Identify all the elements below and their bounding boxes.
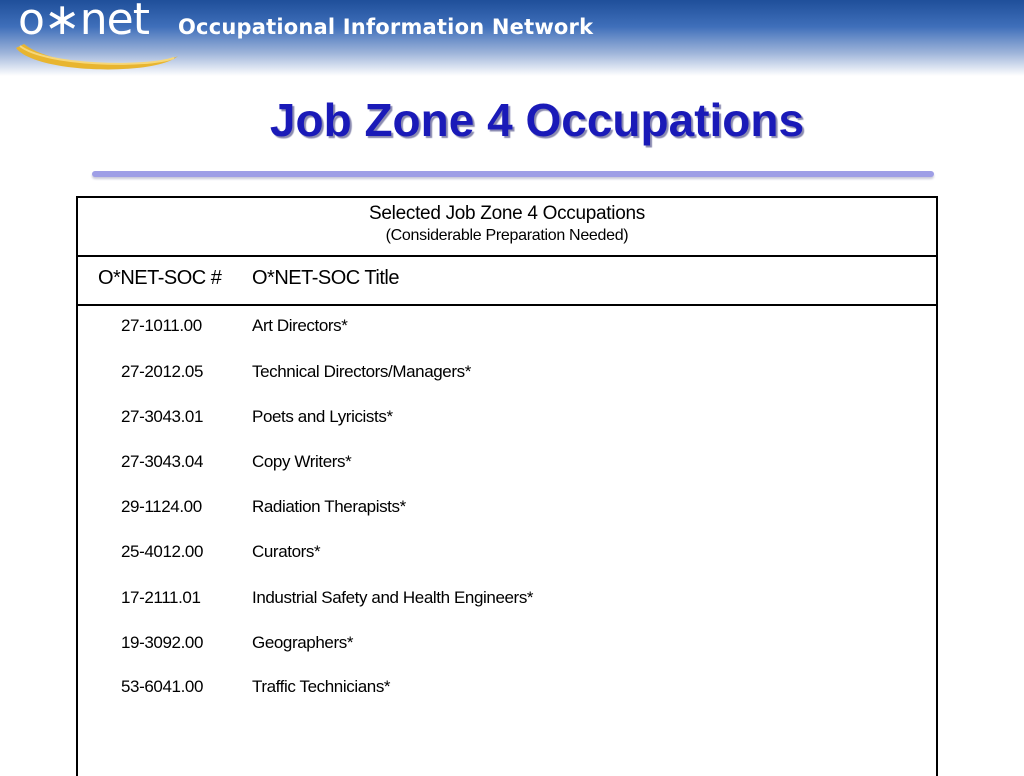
soc-code: 53-6041.00 [121, 677, 204, 696]
soc-title: Radiation Therapists* [252, 497, 406, 516]
column-header-title: O*NET-SOC Title [252, 267, 399, 289]
table-row [78, 352, 936, 392]
soc-code: 27-2012.05 [121, 362, 204, 381]
soc-code: 29-1124.00 [121, 497, 202, 516]
soc-title: Copy Writers* [252, 452, 352, 471]
table-row [78, 532, 936, 572]
soc-title: Curators* [252, 542, 321, 561]
page-title: Job Zone 4 Occupations [269, 94, 805, 146]
header-banner [0, 0, 1024, 76]
occupations-table [76, 196, 938, 776]
logo-text: o∗net [18, 0, 149, 45]
soc-code: 25-4012.00 [121, 542, 204, 561]
soc-title: Industrial Safety and Health Engineers* [252, 588, 534, 607]
soc-title: Technical Directors/Managers* [252, 362, 471, 381]
table-row [78, 623, 936, 663]
soc-title: Geographers* [252, 633, 354, 652]
table-caption [78, 198, 936, 257]
table-row [78, 667, 936, 707]
column-header-code: O*NET-SOC # [98, 267, 222, 289]
soc-title: Art Directors* [252, 316, 348, 335]
table-row [78, 397, 936, 437]
soc-code: 19-3092.00 [121, 633, 204, 652]
network-title: Occupational Information Network [178, 15, 594, 39]
soc-title: Traffic Technicians* [252, 677, 391, 696]
soc-code: 17-2111.01 [121, 588, 201, 607]
soc-code: 27-1011.00 [121, 316, 202, 335]
title-divider [92, 171, 934, 177]
table-caption-title: Selected Job Zone 4 Occupations [369, 203, 645, 224]
table-row [78, 442, 936, 482]
soc-code: 27-3043.04 [121, 452, 204, 471]
table-row [78, 578, 936, 618]
soc-code: 27-3043.01 [121, 407, 204, 426]
table-row [78, 306, 936, 346]
soc-title: Poets and Lyricists* [252, 407, 393, 426]
table-header-row [78, 257, 936, 306]
onet-logo [6, 0, 181, 74]
table-row [78, 487, 936, 527]
table-caption-subtitle: (Considerable Preparation Needed) [385, 227, 629, 244]
